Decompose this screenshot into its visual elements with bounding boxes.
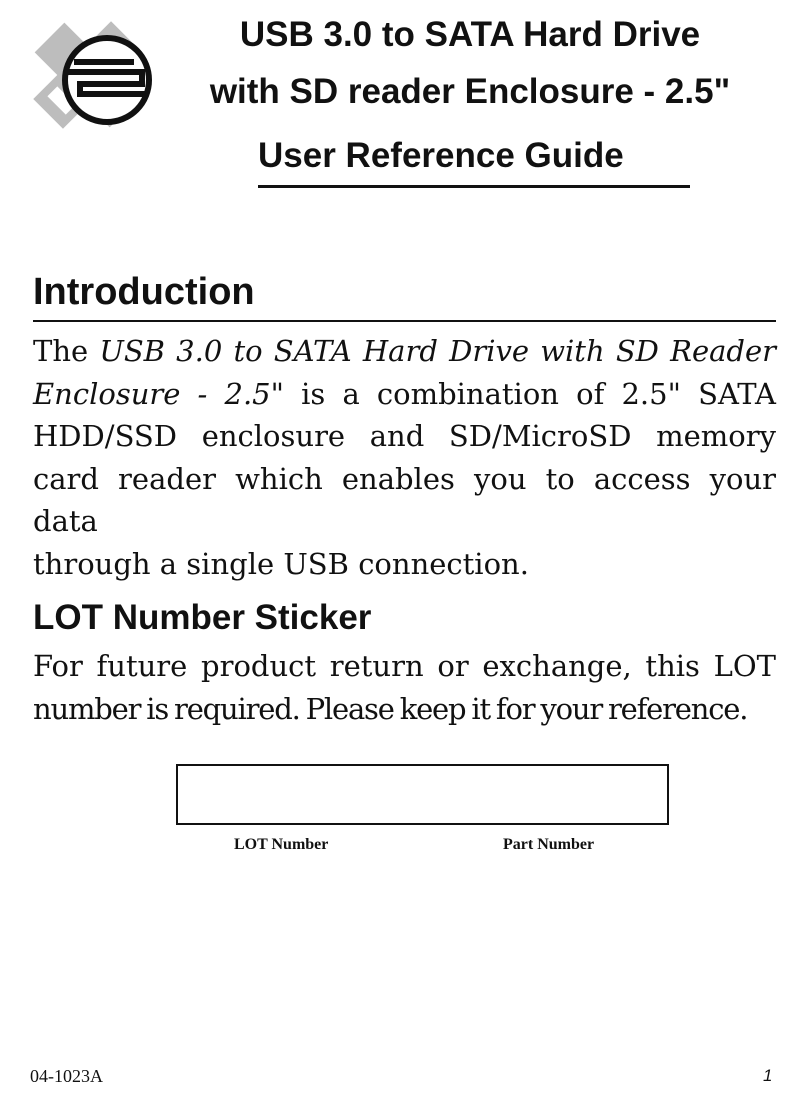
intro-lead-word: The xyxy=(33,334,89,368)
document-title-line1: USB 3.0 to SATA Hard Drive xyxy=(239,15,701,54)
lot-sticker-heading: LOT Number Sticker xyxy=(33,598,372,637)
lot-number-label: LOT Number xyxy=(234,836,329,853)
product-name-part1: USB 3.0 to SATA Hard Drive with SD Reader xyxy=(99,334,776,368)
introduction-paragraph xyxy=(33,330,776,585)
page-number: 1 xyxy=(763,1066,773,1085)
section-divider xyxy=(33,320,776,322)
part-number-label: Part Number xyxy=(503,836,595,853)
intro-line-2 xyxy=(33,373,776,416)
lot-line-2: number is required. Please keep it for your reference. xyxy=(33,691,748,726)
siig-logo-icon xyxy=(22,14,152,136)
product-name-part2: Enclosure - 2.5" xyxy=(33,376,284,411)
intro-line2-text: is a combination of 2.5" SATA xyxy=(301,376,777,411)
document-title-line2: with SD reader Enclosure - 2.5" xyxy=(209,72,731,111)
lot-line-1: For future product return or exchange, this LOT xyxy=(33,649,776,683)
document-subtitle: User Reference Guide xyxy=(258,136,624,175)
intro-line-5: through a single USB connection. xyxy=(33,546,529,581)
introduction-heading: Introduction xyxy=(33,271,255,313)
intro-line-4: card reader which enables you to access your data xyxy=(33,461,776,538)
intro-line-3: HDD/SSD enclosure and SD/MicroSD memory xyxy=(33,419,776,453)
lot-paragraph xyxy=(33,645,776,730)
lot-sticker-box xyxy=(176,764,669,825)
document-code: 04-1023A xyxy=(30,1066,103,1086)
subtitle-underline xyxy=(258,185,690,188)
intro-line-1 xyxy=(33,330,776,373)
